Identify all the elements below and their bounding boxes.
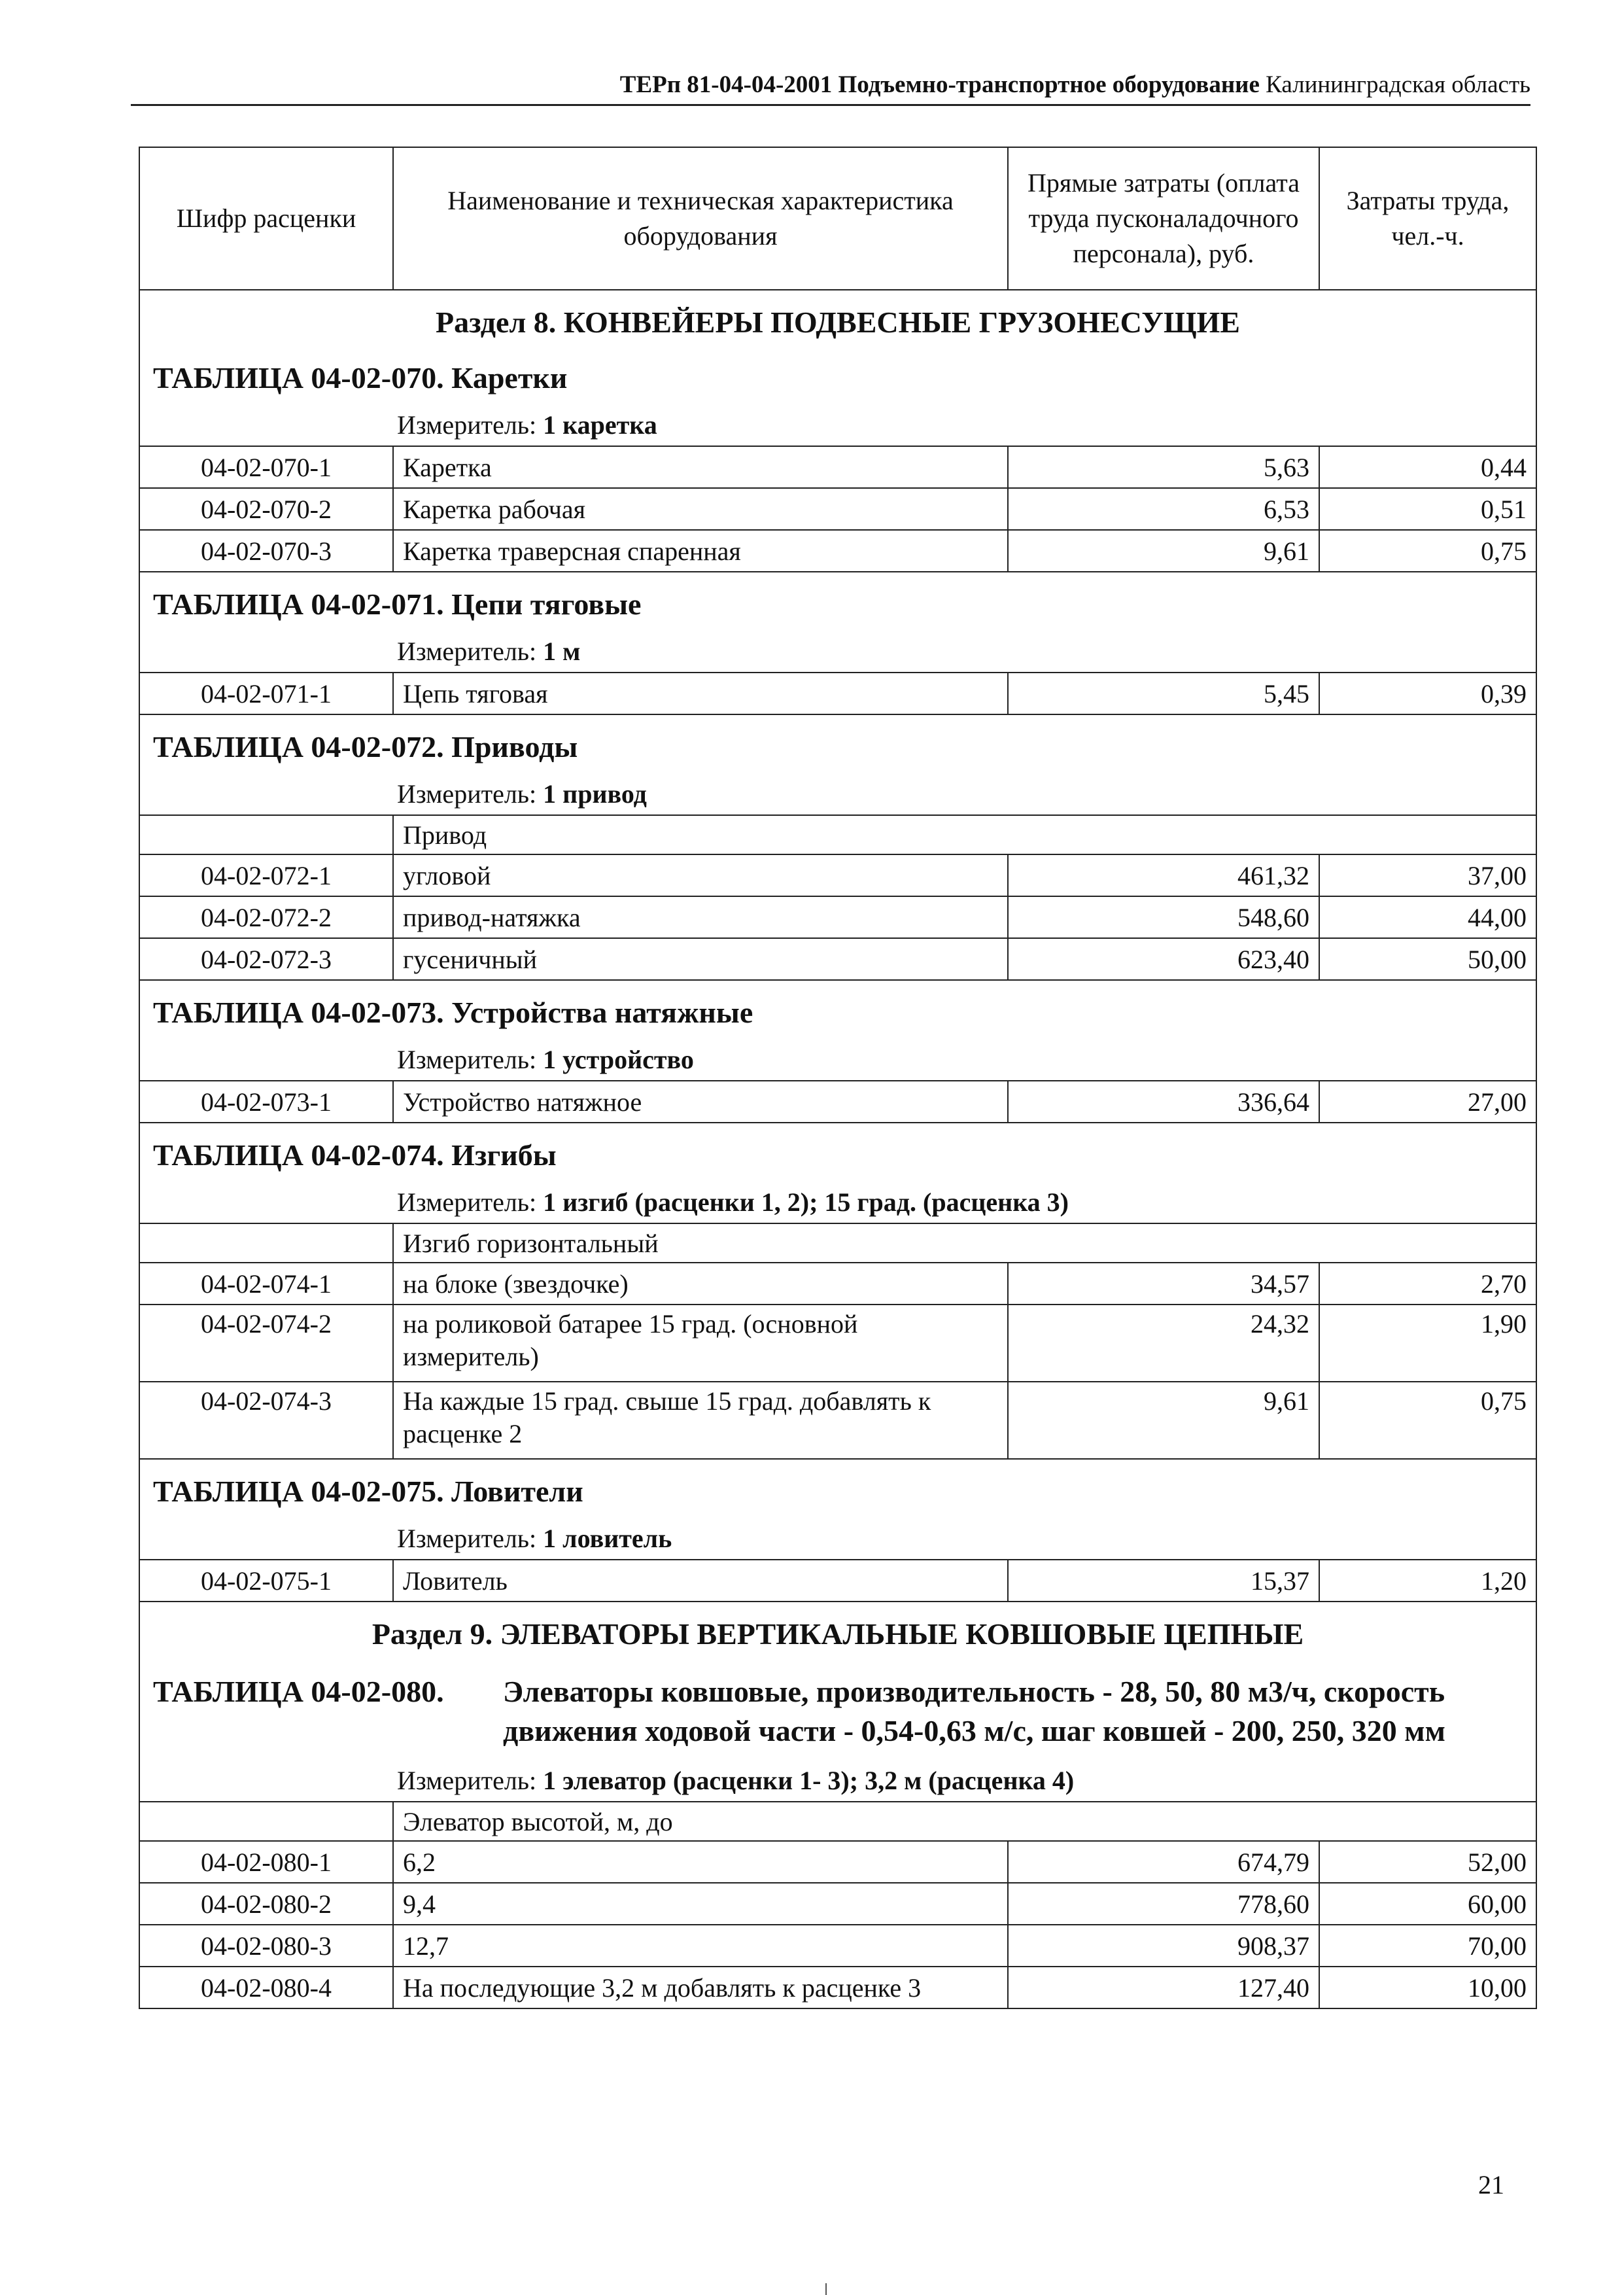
measure-value: 1 изгиб (расценки 1, 2); 15 град. (расценка 3) xyxy=(543,1187,1069,1217)
row-labor: 27,00 xyxy=(1319,1081,1536,1123)
table-block xyxy=(139,980,1536,1081)
subheading-row xyxy=(139,1802,1536,1841)
row-direct-cost: 623,40 xyxy=(1008,938,1319,980)
table-block xyxy=(139,714,1536,815)
row-code: 04-02-070-2 xyxy=(139,488,393,530)
section-block xyxy=(139,290,1536,446)
row-labor: 52,00 xyxy=(1319,1841,1536,1883)
page-number: 21 xyxy=(1478,2170,1504,2199)
row-name: На последующие 3,2 м добавлять к расценке 3 xyxy=(393,1967,1008,2008)
table-row xyxy=(139,1841,1536,1883)
row-labor: 0,75 xyxy=(1319,1382,1536,1459)
row-direct-cost: 5,63 xyxy=(1008,446,1319,488)
row-labor: 10,00 xyxy=(1319,1967,1536,2008)
row-name: На каждые 15 град. свыше 15 град. добавлять к расценке 2 xyxy=(393,1382,1008,1459)
table-title-text: Элеваторы ковшовые, производительность - 28, 50, 80 м3/ч, скорость движения ходовой части - 0,54-0,63 м/с, шаг ковшей - 200, 250, 320 мм xyxy=(503,1675,1445,1747)
measure-label: Измеритель: xyxy=(397,779,537,809)
row-direct-cost: 5,45 xyxy=(1008,673,1319,714)
row-name: 6,2 xyxy=(393,1841,1008,1883)
table-row xyxy=(139,530,1536,572)
table-block xyxy=(139,572,1536,673)
row-name: угловой xyxy=(393,854,1008,896)
table-header-row xyxy=(139,147,1536,290)
measure-line xyxy=(140,1760,1536,1801)
table-row xyxy=(139,1967,1536,2008)
row-name: Ловитель xyxy=(393,1560,1008,1602)
row-name: гусеничный xyxy=(393,938,1008,980)
measure-line xyxy=(140,631,1536,672)
running-header xyxy=(131,71,1530,106)
measure-line xyxy=(140,1039,1536,1080)
table-title-code: ТАБЛИЦА 04-02-080. xyxy=(153,1675,444,1708)
column-header-direct-costs: Прямые затраты (оплата труда пусконаладочного персонала), руб. xyxy=(1008,147,1319,290)
measure-label: Измеритель: xyxy=(397,637,537,666)
row-code: 04-02-080-1 xyxy=(139,1841,393,1883)
row-labor: 70,00 xyxy=(1319,1925,1536,1967)
price-table xyxy=(139,147,1537,2009)
row-labor: 1,90 xyxy=(1319,1305,1536,1382)
row-labor: 1,20 xyxy=(1319,1560,1536,1602)
measure-line xyxy=(140,1182,1536,1223)
subheading-label: Привод xyxy=(393,815,1536,854)
table-title xyxy=(140,1658,1536,1760)
row-labor: 0,75 xyxy=(1319,530,1536,572)
row-code: 04-02-075-1 xyxy=(139,1560,393,1602)
measure-line xyxy=(140,773,1536,815)
table-title: ТАБЛИЦА 04-02-075. Ловители xyxy=(153,1475,583,1508)
row-direct-cost: 674,79 xyxy=(1008,1841,1319,1883)
measure-label: Измеритель: xyxy=(397,1045,537,1074)
table-row xyxy=(139,854,1536,896)
table-row xyxy=(139,1263,1536,1305)
subheading-spacer xyxy=(139,1223,393,1263)
row-direct-cost: 24,32 xyxy=(1008,1305,1319,1382)
table-row xyxy=(139,446,1536,488)
table-title: ТАБЛИЦА 04-02-071. Цепи тяговые xyxy=(153,587,642,621)
table-row xyxy=(139,488,1536,530)
table-block xyxy=(139,1123,1536,1223)
measure-label: Измеритель: xyxy=(397,1766,537,1795)
table-row xyxy=(139,1382,1536,1459)
subheading-label: Изгиб горизонтальный xyxy=(393,1223,1536,1263)
row-code: 04-02-072-1 xyxy=(139,854,393,896)
row-code: 04-02-080-3 xyxy=(139,1925,393,1967)
measure-value: 1 элеватор (расценки 1- 3); 3,2 м (расценка 4) xyxy=(543,1766,1075,1795)
row-code: 04-02-072-3 xyxy=(139,938,393,980)
table-row xyxy=(139,1560,1536,1602)
table-row xyxy=(139,896,1536,938)
row-labor: 2,70 xyxy=(1319,1263,1536,1305)
subheading-label: Элеватор высотой, м, до xyxy=(393,1802,1536,1841)
measure-label: Измеритель: xyxy=(397,1187,537,1217)
subheading-row xyxy=(139,1223,1536,1263)
measure-value: 1 каретка xyxy=(543,410,657,440)
row-direct-cost: 9,61 xyxy=(1008,530,1319,572)
scan-mark xyxy=(825,2283,827,2295)
row-labor: 50,00 xyxy=(1319,938,1536,980)
row-name: Каретка рабочая xyxy=(393,488,1008,530)
row-code: 04-02-073-1 xyxy=(139,1081,393,1123)
row-direct-cost: 461,32 xyxy=(1008,854,1319,896)
table-title: ТАБЛИЦА 04-02-073. Устройства натяжные xyxy=(153,996,753,1029)
measure-label: Измеритель: xyxy=(397,1524,537,1553)
row-direct-cost: 548,60 xyxy=(1008,896,1319,938)
row-name: на блоке (звездочке) xyxy=(393,1263,1008,1305)
row-code: 04-02-074-2 xyxy=(139,1305,393,1382)
measure-value: 1 м xyxy=(543,637,581,666)
row-code: 04-02-074-1 xyxy=(139,1263,393,1305)
row-name: 9,4 xyxy=(393,1883,1008,1925)
row-code: 04-02-074-3 xyxy=(139,1382,393,1459)
row-labor: 0,44 xyxy=(1319,446,1536,488)
subheading-spacer xyxy=(139,1802,393,1841)
row-name: на роликовой батарее 15 град. (основной измеритель) xyxy=(393,1305,1008,1382)
measure-value: 1 устройство xyxy=(543,1045,694,1074)
header-document-title: ТЕРп 81-04-04-2001 Подъемно-транспортное оборудование xyxy=(619,71,1260,98)
section-title: Раздел 8. КОНВЕЙЕРЫ ПОДВЕСНЫЕ ГРУЗОНЕСУЩИЕ xyxy=(436,306,1240,339)
subheading-spacer xyxy=(139,815,393,854)
measure-value: 1 ловитель xyxy=(543,1524,672,1553)
table-title: ТАБЛИЦА 04-02-074. Изгибы xyxy=(153,1138,557,1172)
row-name: привод-натяжка xyxy=(393,896,1008,938)
measure-line xyxy=(140,404,1536,446)
measure-label: Измеритель: xyxy=(397,410,537,440)
row-code: 04-02-072-2 xyxy=(139,896,393,938)
row-direct-cost: 127,40 xyxy=(1008,1967,1319,2008)
row-labor: 44,00 xyxy=(1319,896,1536,938)
column-header-labor: Затраты труда, чел.-ч. xyxy=(1319,147,1536,290)
row-labor: 60,00 xyxy=(1319,1883,1536,1925)
table-row xyxy=(139,1925,1536,1967)
row-direct-cost: 908,37 xyxy=(1008,1925,1319,1967)
row-name: Каретка xyxy=(393,446,1008,488)
column-header-code: Шифр расценки xyxy=(139,147,393,290)
row-direct-cost: 336,64 xyxy=(1008,1081,1319,1123)
row-code: 04-02-070-3 xyxy=(139,530,393,572)
table-block xyxy=(139,1459,1536,1560)
table-row xyxy=(139,673,1536,714)
column-header-name: Наименование и техническая характеристика оборудования xyxy=(393,147,1008,290)
row-direct-cost: 9,61 xyxy=(1008,1382,1319,1459)
row-code: 04-02-080-4 xyxy=(139,1967,393,2008)
row-name: 12,7 xyxy=(393,1925,1008,1967)
row-code: 04-02-071-1 xyxy=(139,673,393,714)
row-direct-cost: 778,60 xyxy=(1008,1883,1319,1925)
row-direct-cost: 34,57 xyxy=(1008,1263,1319,1305)
row-labor: 37,00 xyxy=(1319,854,1536,896)
table-title: ТАБЛИЦА 04-02-072. Приводы xyxy=(153,730,578,763)
table-row xyxy=(139,1081,1536,1123)
section-block xyxy=(139,1602,1536,1802)
table-title: ТАБЛИЦА 04-02-070. Каретки xyxy=(153,361,568,394)
row-labor: 0,39 xyxy=(1319,673,1536,714)
row-name: Каретка траверсная спаренная xyxy=(393,530,1008,572)
measure-line xyxy=(140,1518,1536,1559)
row-direct-cost: 6,53 xyxy=(1008,488,1319,530)
row-code: 04-02-080-2 xyxy=(139,1883,393,1925)
section-title: Раздел 9. ЭЛЕВАТОРЫ ВЕРТИКАЛЬНЫЕ КОВШОВЫЕ ЦЕПНЫЕ xyxy=(371,1617,1304,1651)
table-row xyxy=(139,1883,1536,1925)
table-row xyxy=(139,1305,1536,1382)
row-name: Устройство натяжное xyxy=(393,1081,1008,1123)
row-code: 04-02-070-1 xyxy=(139,446,393,488)
row-name: Цепь тяговая xyxy=(393,673,1008,714)
measure-value: 1 привод xyxy=(543,779,647,809)
row-direct-cost: 15,37 xyxy=(1008,1560,1319,1602)
header-region: Калининградская область xyxy=(1266,71,1530,98)
row-labor: 0,51 xyxy=(1319,488,1536,530)
table-row xyxy=(139,938,1536,980)
subheading-row xyxy=(139,815,1536,854)
